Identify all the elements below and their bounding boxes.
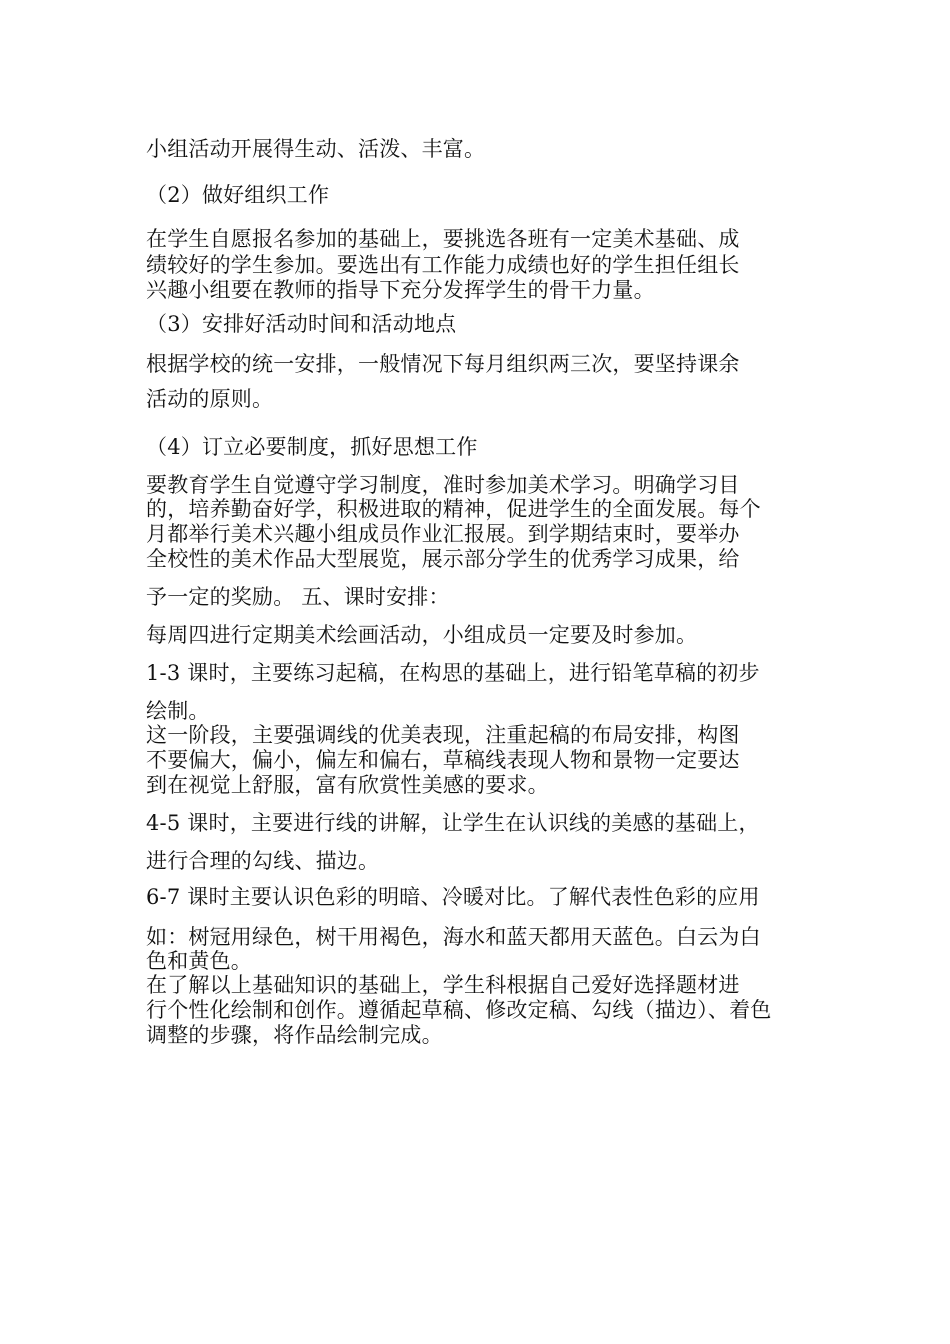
text-line: 在学生自愿报名参加的基础上，要挑选各班有一定美术基础、成 (146, 227, 740, 251)
text-line: 进行合理的勾线、描边。 (146, 849, 380, 873)
text-line: 活动的原则。 (146, 387, 274, 411)
text-line: 绘制。 (146, 699, 210, 723)
text-line: 的，培养勤奋好学，积极进取的精神，促进学生的全面发展。每个 (146, 497, 761, 521)
text-line: 在了解以上基础知识的基础上，学生科根据自己爱好选择题材进 (146, 973, 740, 997)
section-heading: （4）订立必要制度，抓好思想工作 (146, 435, 478, 459)
text-line: 到在视觉上舒服，富有欣赏性美感的要求。 (146, 773, 549, 797)
text-line: 兴趣小组要在教师的指导下充分发挥学生的骨干力量。 (146, 278, 655, 302)
section-heading: （2）做好组织工作 (146, 183, 330, 207)
text-line: 小组活动开展得生动、活泼、丰富。 (146, 137, 486, 161)
text-line: 6-7 课时主要认识色彩的明暗、冷暖对比。了解代表性色彩的应用 (146, 885, 760, 909)
text-line: 不要偏大，偏小，偏左和偏右，草稿线表现人物和景物一定要达 (146, 748, 740, 772)
text-line: 如：树冠用绿色，树干用褐色，海水和蓝天都用天蓝色。白云为白 (146, 925, 761, 949)
text-line: 月都举行美术兴趣小组成员作业汇报展。到学期结束时，要举办 (146, 522, 740, 546)
text-line: 每周四进行定期美术绘画活动，小组成员一定要及时参加。 (146, 623, 698, 647)
text-line: 这一阶段，主要强调线的优美表现，注重起稿的布局安排，构图 (146, 723, 740, 747)
text-line: 要教育学生自觉遵守学习制度，准时参加美术学习。明确学习目 (146, 473, 740, 497)
text-line: 4-5 课时，主要进行线的讲解，让学生在认识线的美感的基础上， (146, 811, 760, 835)
text-line: 绩较好的学生参加。要选出有工作能力成绩也好的学生担任组长 (146, 253, 740, 277)
text-line: 全校性的美术作品大型展览，展示部分学生的优秀学习成果，给 (146, 547, 740, 571)
text-line: 色和黄色。 (146, 949, 252, 973)
text-line: 1-3 课时，主要练习起稿，在构思的基础上，进行铅笔草稿的初步 (146, 661, 760, 685)
section-heading: （3）安排好活动时间和活动地点 (146, 312, 457, 336)
text-line: 调整的步骤，将作品绘制完成。 (146, 1023, 443, 1047)
text-line: 根据学校的统一安排，一般情况下每月组织两三次，要坚持课余 (146, 352, 740, 376)
text-line: 予一定的奖励。 五、课时安排： (146, 585, 450, 609)
text-line: 行个性化绘制和创作。遵循起草稿、修改定稿、勾线（描边）、着色 (146, 998, 772, 1022)
